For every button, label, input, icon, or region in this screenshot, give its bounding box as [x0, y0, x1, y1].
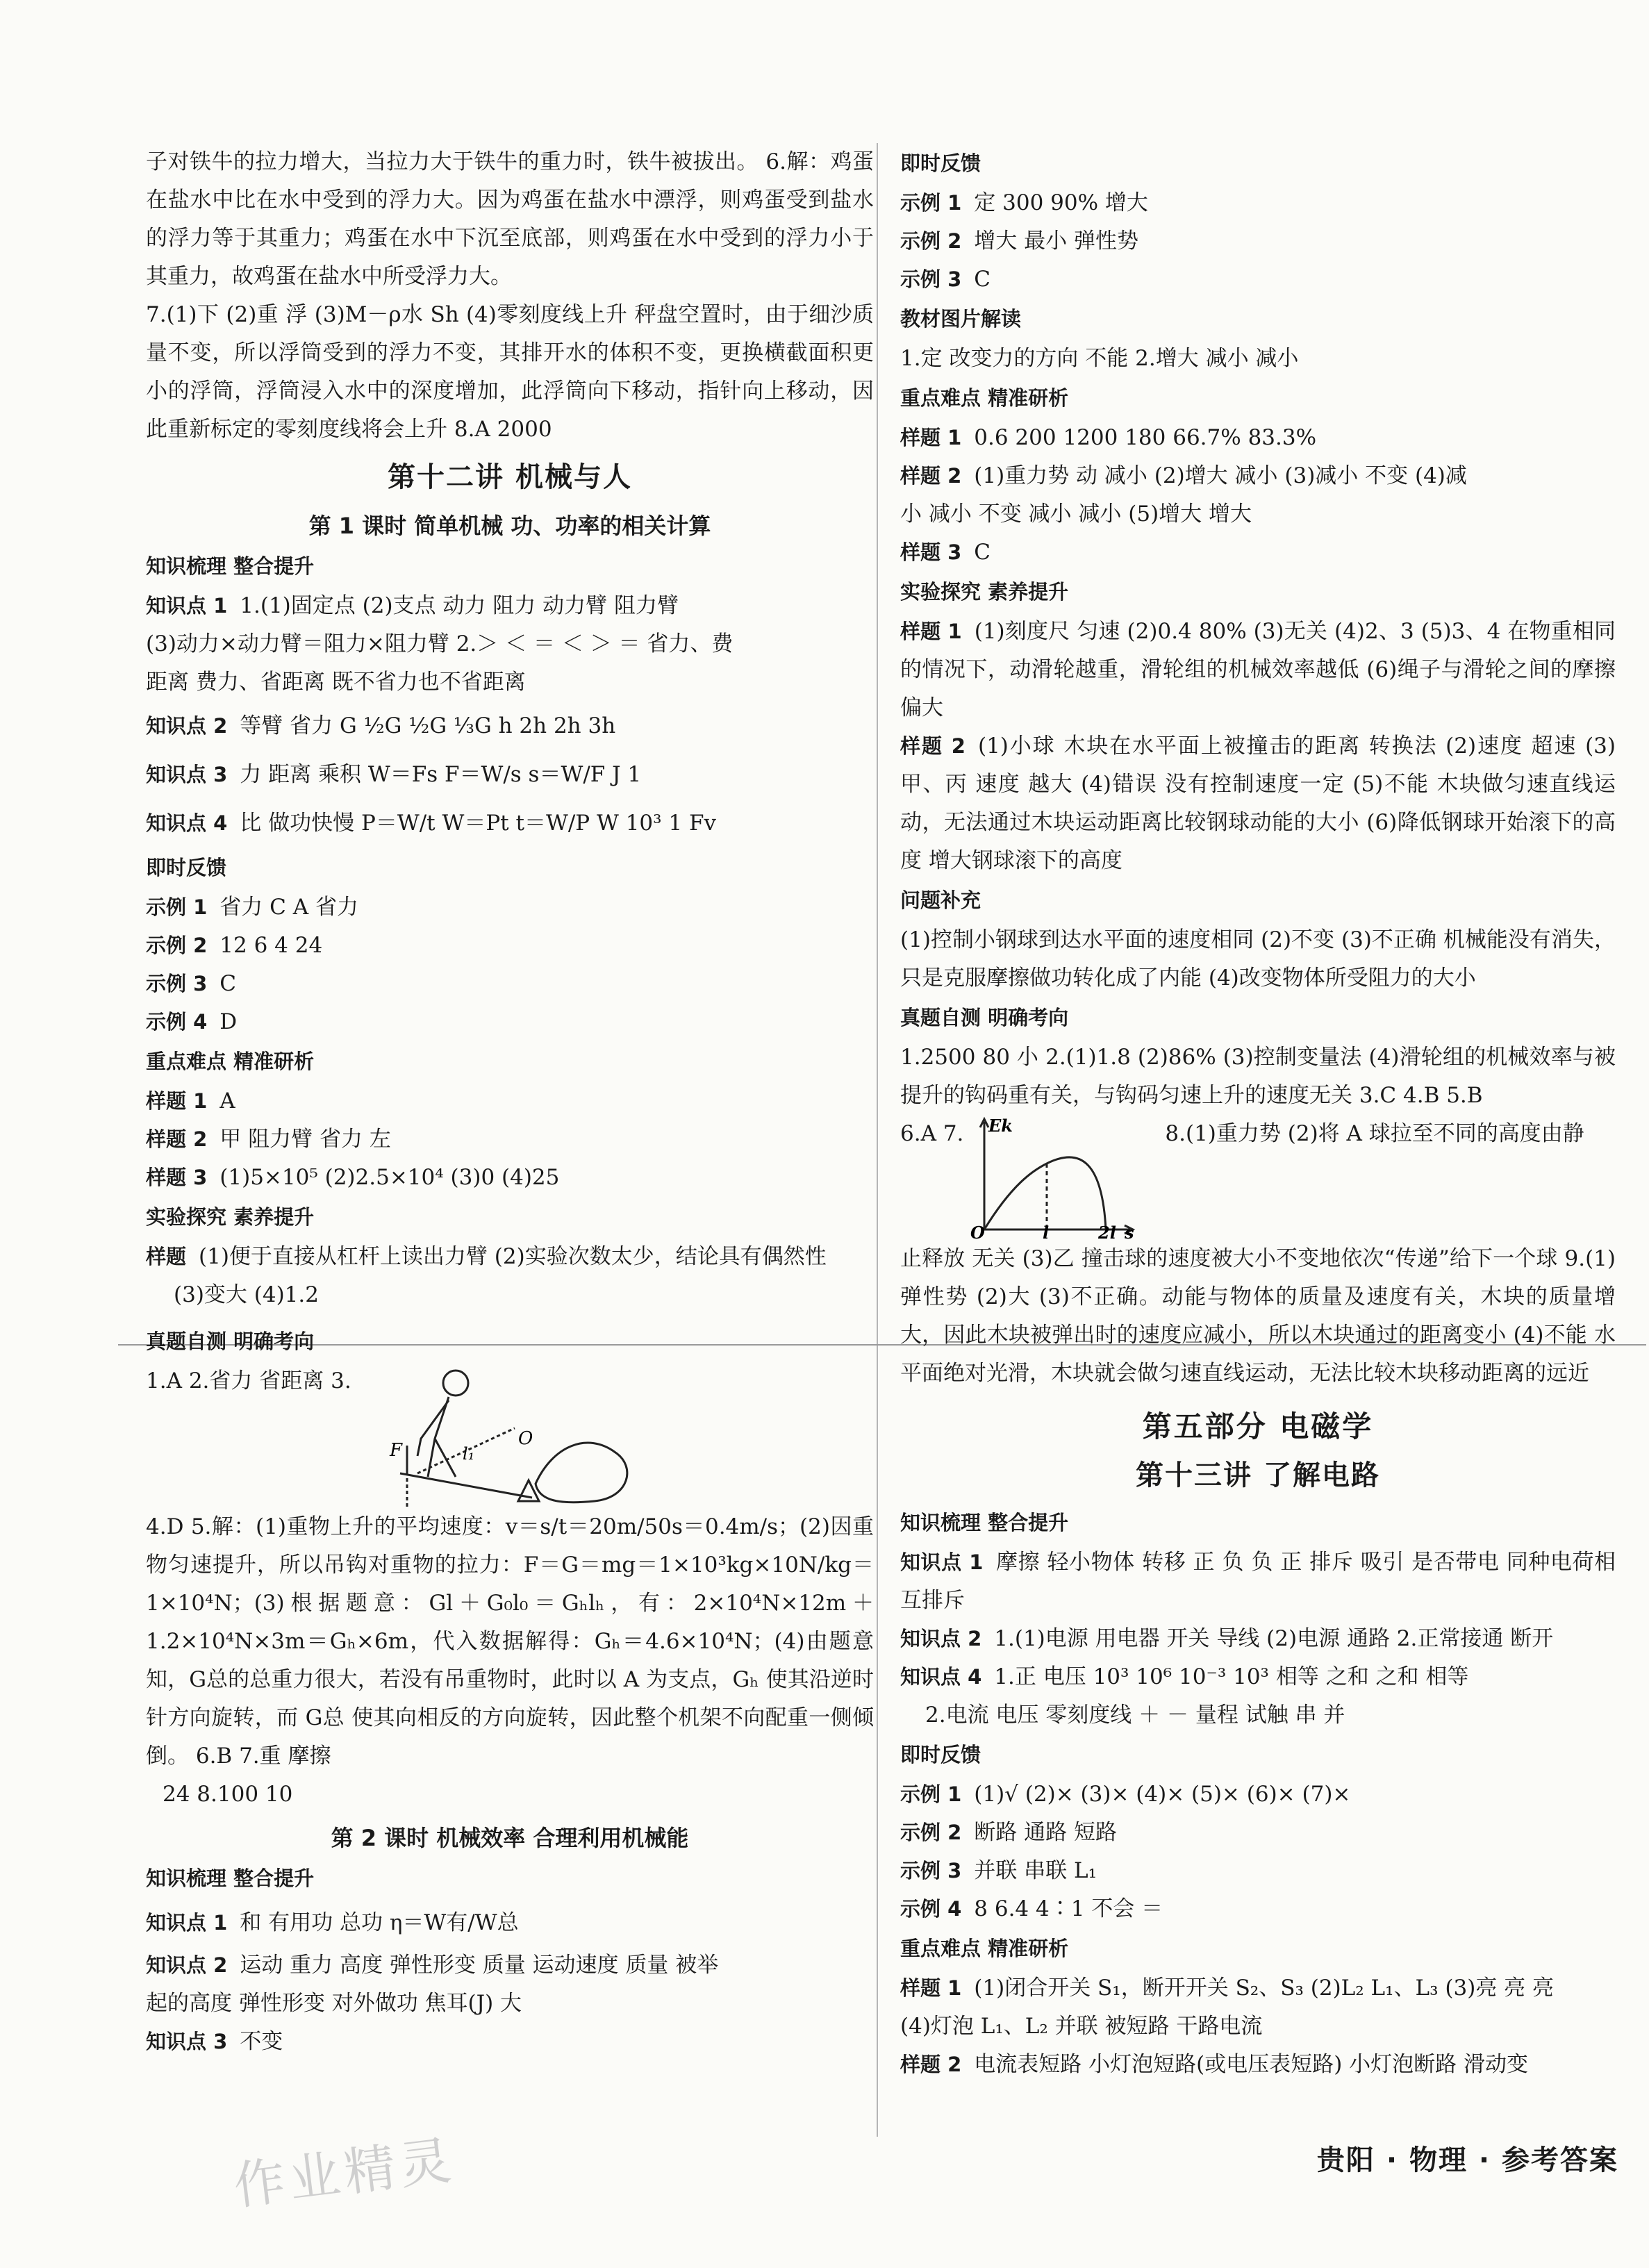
item-text: C — [974, 267, 991, 292]
example-item — [900, 1852, 1616, 1890]
item-label: 示例 2 — [900, 229, 962, 253]
sample-item — [900, 727, 1616, 880]
section-heading: 知识梳理 整合提升 — [146, 554, 315, 578]
example-item — [146, 1003, 874, 1041]
section-heading: 重点难点 精准研析 — [900, 386, 1069, 410]
item-text: 电流表短路 小灯泡短路(或电压表短路) 小灯泡断路 滑动变 — [974, 2052, 1529, 2077]
item-text: 8 6.4 4∶1 不会 ＝ — [974, 1896, 1163, 1921]
item-label: 示例 3 — [146, 972, 208, 995]
item-text: 等臂 省力 G ½G ½G ⅓G h 2h 2h 3h — [240, 713, 616, 738]
answer-line: (3)动力×动力臂＝阻力×阻力臂 2.＞ ＜ ＝ ＜ ＞ ＝ 省力、费 — [146, 631, 734, 656]
example-item — [900, 260, 1616, 299]
item-text: D — [219, 1009, 238, 1034]
item-text: 和 有用功 总功 η＝W有/W总 — [240, 1910, 519, 1935]
item-label: 样题 2 — [900, 2053, 962, 2076]
section-heading: 教材图片解读 — [900, 307, 1022, 331]
knowledge-point — [146, 702, 874, 750]
item-text: 1.正 电压 10³ 10⁶ 10⁻³ 10³ 相等 之和 之和 相等 — [994, 1664, 1469, 1689]
example-item — [146, 927, 874, 965]
section-heading: 重点难点 精准研析 — [900, 1937, 1069, 1960]
answer-line: 8.(1)重力势 (2)将 A 球拉至不同的高度由静 — [1165, 1121, 1584, 1146]
sample-item — [900, 1969, 1616, 2008]
item-label: 样题 2 — [900, 464, 962, 488]
answer-line: 2.电流 电压 零刻度线 ＋ － 量程 试触 串 并 — [925, 1703, 1345, 1728]
item-text: 1.(1)电源 用电器 开关 导线 (2)电源 通路 2.正常接通 断开 — [994, 1626, 1554, 1651]
left-column — [146, 143, 874, 2061]
item-text: (1)√ (2)× (3)× (4)× (5)× (6)× (7)× — [974, 1782, 1351, 1807]
item-text: (1)闭合开关 S₁，断开开关 S₂、S₃ (2)L₂ L₁、L₃ (3)亮 亮 亮 — [974, 1976, 1555, 2001]
answer-line: 1.定 改变力的方向 不能 2.增大 减小 减小 — [900, 346, 1299, 371]
item-label: 示例 1 — [900, 1782, 962, 1806]
lever-figure — [351, 1362, 643, 1508]
knowledge-point — [146, 2023, 874, 2061]
ek-curve — [984, 1157, 1106, 1230]
item-label: 示例 2 — [146, 934, 208, 957]
item-text: 力 距离 乘积 W＝Fs F＝W/s s＝W/F J 1 — [240, 762, 642, 787]
label-O: O — [517, 1428, 533, 1449]
item-text: C — [974, 540, 991, 565]
item-label: 示例 4 — [146, 1010, 208, 1034]
sample-item — [146, 1159, 874, 1197]
example-item — [900, 1776, 1616, 1814]
boulder — [536, 1443, 627, 1503]
lesson-title: 第 2 课时 机械效率 合理利用机械能 — [331, 1825, 689, 1851]
item-text: 并联 串联 L₁ — [974, 1858, 1097, 1883]
item-text: 增大 最小 弹性势 — [974, 229, 1138, 254]
item-label: 知识点 2 — [146, 1953, 228, 1977]
knowledge-point — [146, 1946, 874, 1985]
column-divider — [877, 143, 878, 2137]
answer-paragraph: 止释放 无关 (3)乙 撞击球的速度被大小不变地依次“传递”给下一个球 9.(1)弹性势 (2)大 (3)不正确。动能与物体的质量及速度有关，木块的质量增大，因此木块被弹出时的速度应减小，所以木块通过的距离变小 (4)不能 水平面绝对光滑，木块就会做匀速直线运动，无法比较木块移动距离的远近 — [900, 1246, 1616, 1386]
item-label: 知识点 2 — [146, 714, 228, 738]
item-label: 示例 3 — [900, 1859, 962, 1882]
item-text: (1)刻度尺 匀速 (2)0.4 80% (3)无关 (4)2、3 (5)3、4 在物重相同的情况下，动滑轮越重，滑轮组的机械效率越低 (6)绳子与滑轮之间的摩擦 偏大 — [900, 619, 1616, 720]
item-label: 样题 2 — [900, 734, 966, 758]
right-column — [900, 143, 1616, 2084]
item-label: 知识点 4 — [900, 1665, 982, 1689]
sample-item — [900, 533, 1616, 572]
figure-row — [900, 1115, 1616, 1240]
knowledge-point — [146, 587, 874, 625]
page-footer: 贵阳 · 物理 · 参考答案 — [1316, 2144, 1618, 2176]
item-label: 知识点 2 — [900, 1627, 982, 1650]
item-label: 知识点 3 — [146, 2030, 228, 2053]
section-heading: 实验探究 素养提升 — [900, 580, 1069, 604]
answer-line: 小 减小 不变 减小 减小 (5)增大 增大 — [900, 502, 1252, 527]
ek-graph — [963, 1115, 1144, 1240]
example-item — [900, 222, 1616, 260]
item-text: (1)重力势 动 减小 (2)增大 减小 (3)减小 不变 (4)减 — [974, 463, 1467, 488]
knowledge-point — [900, 1658, 1616, 1696]
item-label: 样题 1 — [900, 426, 962, 449]
item-text: A — [219, 1089, 235, 1114]
lever-bar — [400, 1473, 532, 1498]
sample-item — [146, 1238, 874, 1276]
sample-item — [146, 1120, 874, 1159]
answer-line: (4)灯泡 L₁、L₂ 并联 被短路 干路电流 — [900, 2014, 1263, 2039]
item-label: 知识点 1 — [900, 1550, 984, 1574]
sample-item — [146, 1082, 874, 1120]
item-label: 样题 — [146, 1245, 187, 1268]
part-title: 第五部分 电磁学 — [1142, 1409, 1374, 1443]
section-heading: 真题自测 明确考向 — [900, 1006, 1069, 1029]
item-text: 0.6 200 1200 180 66.7% 83.3% — [974, 425, 1317, 450]
item-text: (1)便于直接从杠杆上读出力臂 (2)实验次数太少，结论具有偶然性 — [199, 1244, 827, 1269]
section-heading: 知识梳理 整合提升 — [146, 1866, 315, 1890]
section-heading: 问题补充 — [900, 888, 981, 912]
answer-paragraph: 1.2500 80 小 2.(1)1.8 (2)86% (3)控制变量法 (4)滑轮组的机械效率与被提升的钩码重有关，与钩码匀速上升的速度无关 3.C 4.B 5.B — [900, 1045, 1616, 1108]
sample-item — [900, 613, 1616, 727]
section-heading: 即时反馈 — [900, 1743, 981, 1766]
answer-line: 24 8.100 10 — [163, 1782, 293, 1807]
section-heading: 真题自测 明确考向 — [146, 1330, 315, 1353]
item-text: 不变 — [240, 2029, 283, 2054]
item-label: 示例 2 — [900, 1821, 962, 1844]
example-item — [900, 1814, 1616, 1852]
item-label: 知识点 3 — [146, 763, 228, 786]
item-label: 示例 3 — [900, 267, 962, 291]
answer-paragraph: 4.D 5.解：(1)重物上升的平均速度：v＝s/t＝20m/50s＝0.4m/s；(2)因重物匀速提升，所以吊钩对重物的拉力：F＝G＝mg＝1×10³kg×10N/kg＝1×10⁴N；(3)根据题意：Gl＋G₀l₀＝Gₕlₕ，有：2×10⁴N×12m＋1.2×10⁴N×3m＝Gₕ×6m，代入数据解得：Gₕ＝4.6×10⁴N；(4)由题意知，G总的总重力很大，若没有吊重物时，此时以 A 为支点，Gₕ 使其沿逆时针方向旋转，而 G总 使其向相反的方向旋转，因此整个机架不向配重一侧倾倒。 6.B 7.重 摩擦 — [146, 1514, 874, 1769]
item-label: 示例 1 — [146, 895, 208, 919]
origin-label: O — [970, 1223, 986, 1240]
answer-paragraph: 7.(1)下 (2)重 浮 (3)M－ρ水 Sh (4)零刻度线上升 秤盘空置时，由于细沙质量不变，所以浮筒受到的浮力不变，其排开水的体积不变，更换横截面积更小的浮筒，浮筒浸入水中的深度增加，此浮筒向下移动，指针向上移动，因此重新标定的零刻度线将会上升 8.A 2000 — [146, 302, 874, 442]
tick-l: l — [1043, 1223, 1050, 1240]
sample-item — [900, 419, 1616, 457]
lecture-title: 第十二讲 机械与人 — [388, 461, 632, 493]
lesson-title: 第 1 课时 简单机械 功、功率的相关计算 — [308, 513, 711, 539]
item-label: 知识点 1 — [146, 594, 228, 618]
item-text: 运动 重力 高度 弹性形变 质量 运动速度 质量 被举 — [240, 1953, 719, 1978]
item-text: 定 300 90% 增大 — [974, 190, 1148, 215]
item-text: 断路 通路 短路 — [974, 1820, 1117, 1845]
figure-row — [146, 1362, 874, 1508]
section-heading: 即时反馈 — [900, 151, 981, 175]
y-label: Ek — [988, 1116, 1013, 1136]
knowledge-point — [146, 1899, 874, 1946]
example-item — [900, 184, 1616, 222]
knowledge-point — [900, 1543, 1616, 1620]
tick-2l: 2l — [1098, 1223, 1117, 1240]
answer-paragraph: 子对铁牛的拉力增大，当拉力大于铁牛的重力时，铁牛被拔出。 6.解：鸡蛋在盐水中比在水中受到的浮力大。因为鸡蛋在盐水中漂浮，则鸡蛋受到盐水的浮力等于其重力；鸡蛋在水中下沉至底部，则鸡蛋在水中受到的浮力小于其重力，故鸡蛋在盐水中所受浮力大。 — [146, 149, 874, 289]
item-label: 样题 1 — [900, 620, 962, 643]
answer-line: 6.A 7. — [900, 1121, 964, 1146]
item-label: 示例 1 — [900, 191, 962, 215]
item-text: 12 6 4 24 — [219, 933, 323, 958]
item-text: 摩擦 轻小物体 转移 正 负 负 正 排斥 吸引 是否带电 同种电荷相互排斥 — [900, 1550, 1616, 1613]
item-label: 样题 1 — [146, 1089, 208, 1113]
item-label: 样题 3 — [900, 540, 962, 564]
sample-item — [900, 2046, 1616, 2084]
item-label: 样题 1 — [900, 1976, 962, 2000]
label-l1: l₁ — [462, 1444, 474, 1464]
x-label: s — [1125, 1223, 1134, 1240]
answer-line: 1.A 2.省力 省距离 3. — [146, 1368, 351, 1393]
section-heading: 知识梳理 整合提升 — [900, 1511, 1069, 1534]
example-item — [146, 888, 874, 927]
item-text: (1)小球 木块在水平面上被撞击的距离 转换法 (2)速度 超速 (3)甲、丙 速度 越大 (4)错误 没有控制速度一定 (5)不能 木块做匀速直线运动，无法通过木块运动距离比较钢球动能的大小 (6)降低钢球开始滚下的高度 增大钢球滚下的高度 — [900, 734, 1616, 873]
knowledge-point — [146, 799, 874, 847]
sample-item — [900, 457, 1616, 495]
section-heading: 即时反馈 — [146, 856, 227, 879]
watermark: 作业精灵 — [230, 2130, 458, 2217]
item-label: 知识点 4 — [146, 811, 228, 835]
item-text: C — [219, 971, 237, 996]
label-F: F — [389, 1440, 402, 1461]
item-text: (1)5×10⁵ (2)2.5×10⁴ (3)0 (4)25 — [219, 1165, 560, 1190]
knowledge-point — [146, 750, 874, 799]
section-heading: 重点难点 精准研析 — [146, 1050, 315, 1073]
item-text: 甲 阻力臂 省力 左 — [219, 1127, 391, 1152]
lecture-title: 第十三讲 了解电路 — [1136, 1459, 1380, 1491]
example-item — [900, 1890, 1616, 1928]
answer-line: 距离 费力、省距离 既不省力也不省距离 — [146, 670, 526, 695]
item-text: 比 做功快慢 P＝W/t W＝Pt t＝W/P W 10³ 1 Fv — [240, 811, 717, 836]
item-label: 样题 3 — [146, 1166, 208, 1189]
answer-paragraph: (1)控制小钢球到达水平面的速度相同 (2)不变 (3)不正确 机械能没有消失，只是克服摩擦做功转化成了内能 (4)改变物体所受阻力的大小 — [900, 927, 1616, 991]
person-head — [443, 1371, 468, 1396]
section-heading: 实验探究 素养提升 — [146, 1205, 315, 1229]
item-text: 1.(1)固定点 (2)支点 动力 阻力 动力臂 阻力臂 — [240, 593, 679, 618]
item-label: 知识点 1 — [146, 1911, 228, 1935]
item-label: 示例 4 — [900, 1897, 962, 1921]
item-text: 省力 C A 省力 — [219, 895, 358, 920]
item-label: 样题 2 — [146, 1127, 208, 1151]
answer-line: 起的高度 弹性形变 对外做功 焦耳(J) 大 — [146, 1991, 522, 2016]
answer-line: (3)变大 (4)1.2 — [174, 1282, 319, 1307]
example-item — [146, 965, 874, 1003]
knowledge-point — [900, 1620, 1616, 1658]
